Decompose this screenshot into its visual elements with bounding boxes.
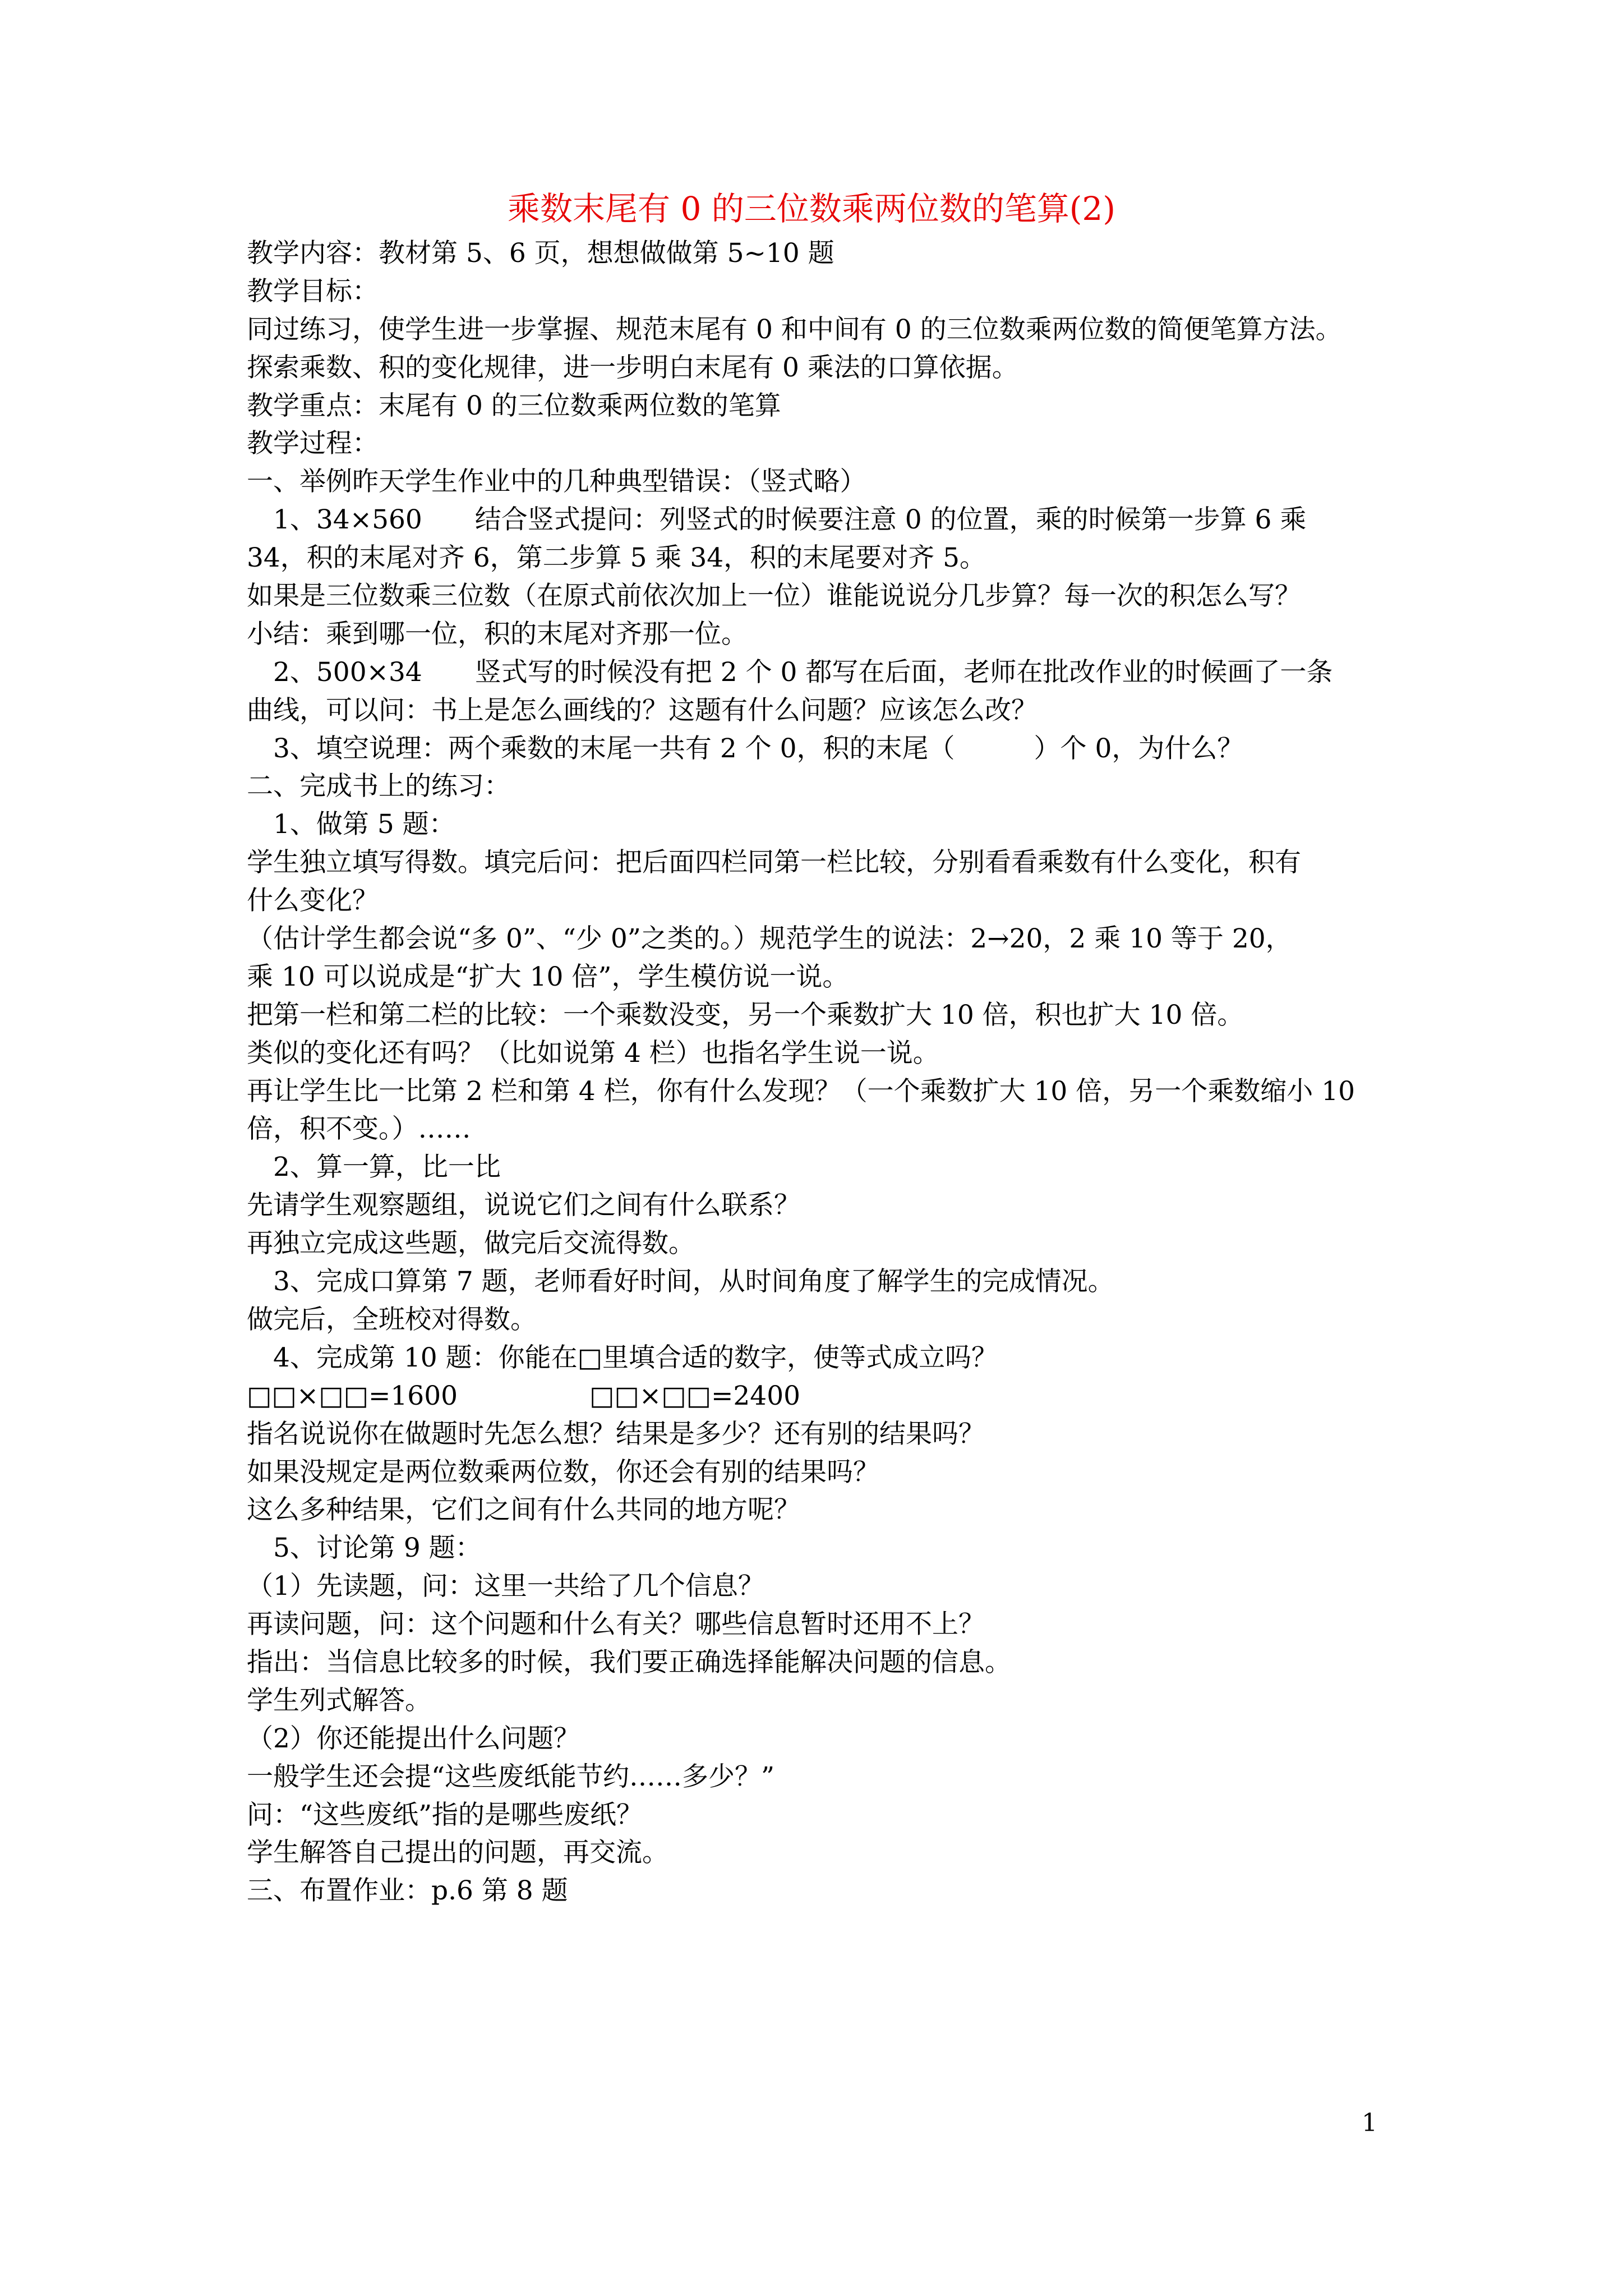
- text-line: 二、完成书上的练习：: [247, 771, 510, 802]
- text-line: 学生解答自己提出的问题，再交流。: [247, 1837, 668, 1869]
- text-line: 再让学生比一比第 2 栏和第 4 栏，你有什么发现？（一个乘数扩大 10 倍，另一个乘数缩小 10: [247, 1075, 1355, 1107]
- text-line: 一、举例昨天学生作业中的几种典型错误：（竖式略）: [247, 466, 866, 498]
- text-line: 乘 10 可以说成是“扩大 10 倍”，学生模仿说一说。: [247, 961, 849, 992]
- text-line: 三、布置作业：p.6 第 8 题: [247, 1875, 568, 1907]
- text-line: 3、完成口算第 7 题，老师看好时间，从时间角度了解学生的完成情况。: [273, 1266, 1114, 1297]
- text-line: 做完后，全班校对得数。: [247, 1304, 537, 1335]
- text-line: 同过练习，使学生进一步掌握、规范末尾有 0 和中间有 0 的三位数乘两位数的简便笔算方法。: [247, 314, 1342, 345]
- text-line: 把第一栏和第二栏的比较：一个乘数没变，另一个乘数扩大 10 倍，积也扩大 10 倍。: [247, 999, 1244, 1030]
- text-line: 探索乘数、积的变化规律，进一步明白末尾有 0 乘法的口算依据。: [247, 352, 1018, 383]
- text-line: 什么变化？: [247, 885, 379, 917]
- text-line: 2、500×34 竖式写的时候没有把 2 个 0 都写在后面，老师在批改作业的时候画了一条: [273, 656, 1333, 688]
- text-line: （2）你还能提出什么问题？: [247, 1723, 580, 1754]
- text-line: 如果没规定是两位数乘两位数，你还会有别的结果吗？: [247, 1456, 879, 1488]
- page-number: 1: [1362, 2109, 1377, 2137]
- text-line: 1、做第 5 题：: [273, 809, 455, 840]
- text-line: 4、完成第 10 题：你能在□里填合适的数字，使等式成立吗？: [273, 1342, 998, 1373]
- text-line: 指出：当信息比较多的时候，我们要正确选择能解决问题的信息。: [247, 1646, 1011, 1678]
- text-line: 再读问题，问：这个问题和什么有关？哪些信息暂时还用不上？: [247, 1609, 985, 1640]
- document-body: [247, 234, 1396, 1910]
- text-line: 再独立完成这些题，做完后交流得数。: [247, 1228, 695, 1259]
- text-line: 教学重点：末尾有 0 的三位数乘两位数的笔算: [247, 390, 781, 421]
- text-line: 倍，积不变。）……: [247, 1114, 471, 1145]
- text-line: 这么多种结果，它们之间有什么共同的地方呢？: [247, 1494, 800, 1526]
- text-line: 如果是三位数乘三位数（在原式前依次加上一位）谁能说说分几步算？每一次的积怎么写？: [247, 581, 1301, 612]
- text-line: □□×□□=1600 □□×□□=2400: [247, 1380, 800, 1411]
- text-line: 先请学生观察题组，说说它们之间有什么联系？: [247, 1190, 800, 1221]
- text-line: 问：“这些废纸”指的是哪些废纸？: [247, 1799, 643, 1830]
- text-line: 5、讨论第 9 题：: [273, 1533, 482, 1564]
- text-line: 1、34×560 结合竖式提问：列竖式的时候要注意 0 的位置，乘的时候第一步算 6 乘: [273, 504, 1307, 536]
- text-line: 类似的变化还有吗？（比如说第 4 栏）也指名学生说一说。: [247, 1037, 939, 1069]
- text-line: 指名说说你在做题时先怎么想？结果是多少？还有别的结果吗？: [247, 1418, 985, 1450]
- document-title: 乘数末尾有 0 的三位数乘两位数的笔算(2): [508, 190, 1115, 228]
- text-line: 2、算一算，比一比: [273, 1152, 501, 1183]
- text-line: 曲线，可以问：书上是怎么画线的？这题有什么问题？应该怎么改？: [247, 694, 1038, 726]
- text-line: 教学目标：: [247, 275, 379, 307]
- text-line: 3、填空说理：两个乘数的末尾一共有 2 个 0，积的末尾（ ）个 0，为什么？: [273, 733, 1244, 764]
- text-line: （估计学生都会说“多 0”、“少 0”之类的。）规范学生的说法：2→20，2 乘 10 等于 20，: [247, 923, 1292, 955]
- text-line: 一般学生还会提“这些废纸能节约……多少？”: [247, 1761, 775, 1792]
- text-line: 教学过程：: [247, 428, 379, 459]
- text-line: 教学内容：教材第 5、6 页，想想做做第 5~10 题: [247, 238, 834, 269]
- text-line: 34，积的末尾对齐 6，第二步算 5 乘 34，积的末尾要对齐 5。: [247, 542, 986, 574]
- text-line: （1）先读题，问：这里一共给了几个信息？: [247, 1571, 764, 1602]
- text-line: 小结：乘到哪一位，积的末尾对齐那一位。: [247, 618, 748, 650]
- text-line: 学生列式解答。: [247, 1685, 431, 1716]
- text-line: 学生独立填写得数。填完后问：把后面四栏同第一栏比较，分别看看乘数有什么变化，积有: [247, 847, 1301, 878]
